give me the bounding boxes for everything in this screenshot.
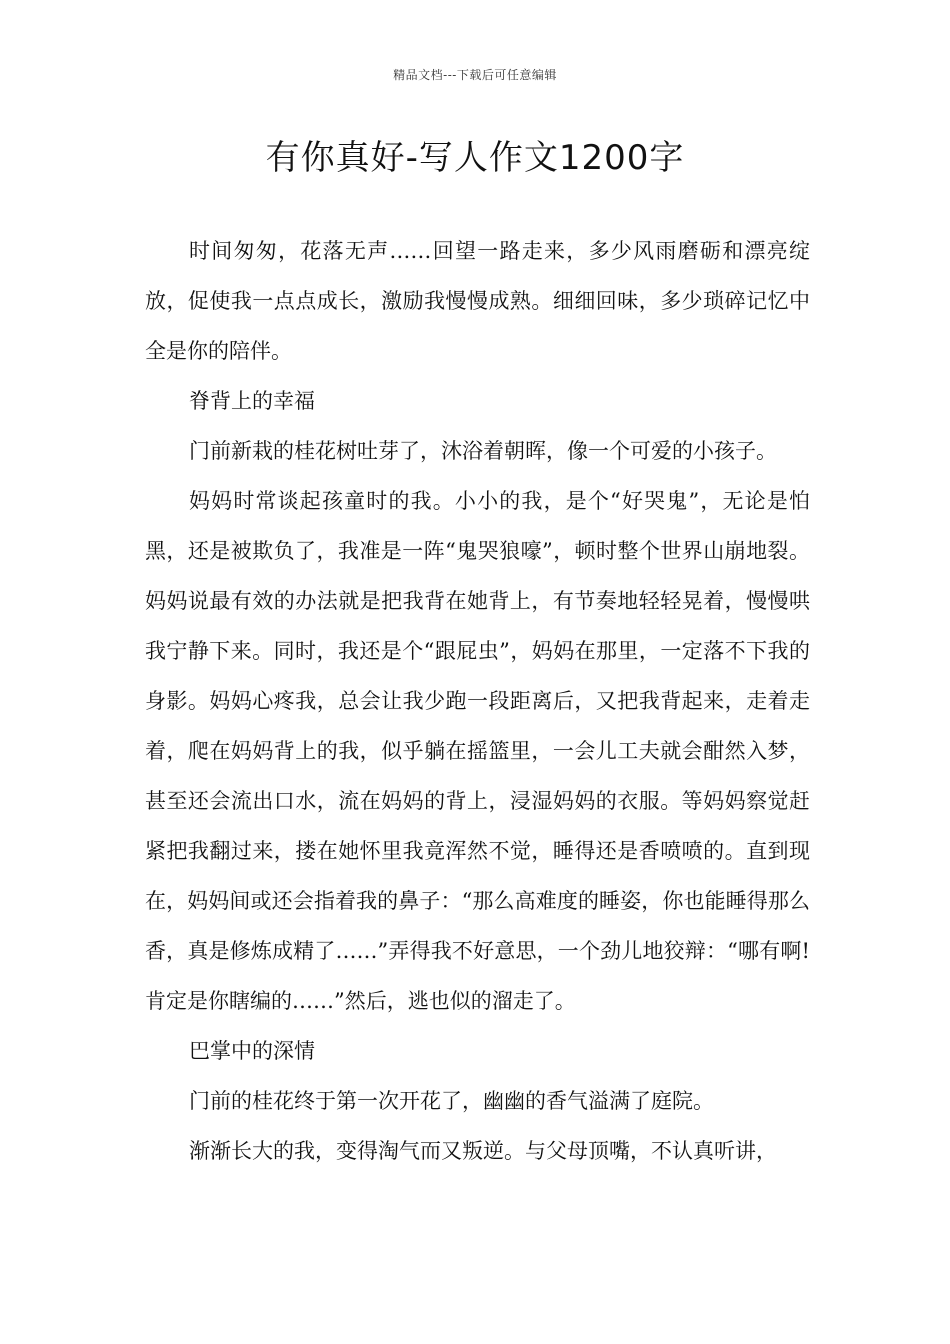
page-title: 有你真好-写人作文1200字 [265,138,685,178]
paragraph-1: 门前新栽的桂花树吐芽了，沐浴着朝晖，像一个可爱的小孩子。 [189,439,777,463]
paragraph-4: 渐渐长大的我，变得淘气而又叛逆。与父母顶嘴，不认真听讲， [189,1139,777,1163]
section-heading-1: 脊背上的幸福 [189,389,315,413]
paragraph-3: 门前的桂花终于第一次开花了，幽幽的香气溢满了庭院。 [189,1089,714,1113]
paragraph-intro: 时间匆匆，花落无声……回望一路走来，多少风雨磨砺和漂亮绽放，促使我一点点成长，激励我慢慢成熟。细细回味，多少琐碎记忆中全是你的陪伴。 [145,239,810,363]
paragraph-2: 妈妈时常谈起孩童时的我。小小的我，是个“好哭鬼”，无论是怕黑，还是被欺负了，我准是一阵“鬼哭狼嚎”，顿时整个世界山崩地裂。妈妈说最有效的办法就是把我背在她背上，有节奏地轻轻晃着，慢慢哄我宁静下来。同时，我还是个“跟屁虫”，妈妈在那里，一定落不下我的身影。妈妈心疼我，总会让我少跑一段距离后，又把我背起来，走着走着，爬在妈妈背上的我，似乎躺在摇篮里，一会儿工夫就会酣然入梦，甚至还会流出口水，流在妈妈的背上，浸湿妈妈的衣服。等妈妈察觉赶紧把我翻过来，搂在她怀里我竟浑然不觉，睡得还是香喷喷的。直到现在，妈妈间或还会指着我的鼻子：“那么高难度的睡姿，你也能睡得那么香，真是修炼成精了……”弄得我不好意思，一个劲儿地狡辩：“哪有啊!肯定是你瞎编的……”然后，逃也似的溜走了。 [145,489,810,1013]
section-heading-2: 巴掌中的深情 [189,1039,315,1063]
article-body [145,226,810,1176]
header-note: 精品文档---下载后可任意编辑 [393,68,557,82]
